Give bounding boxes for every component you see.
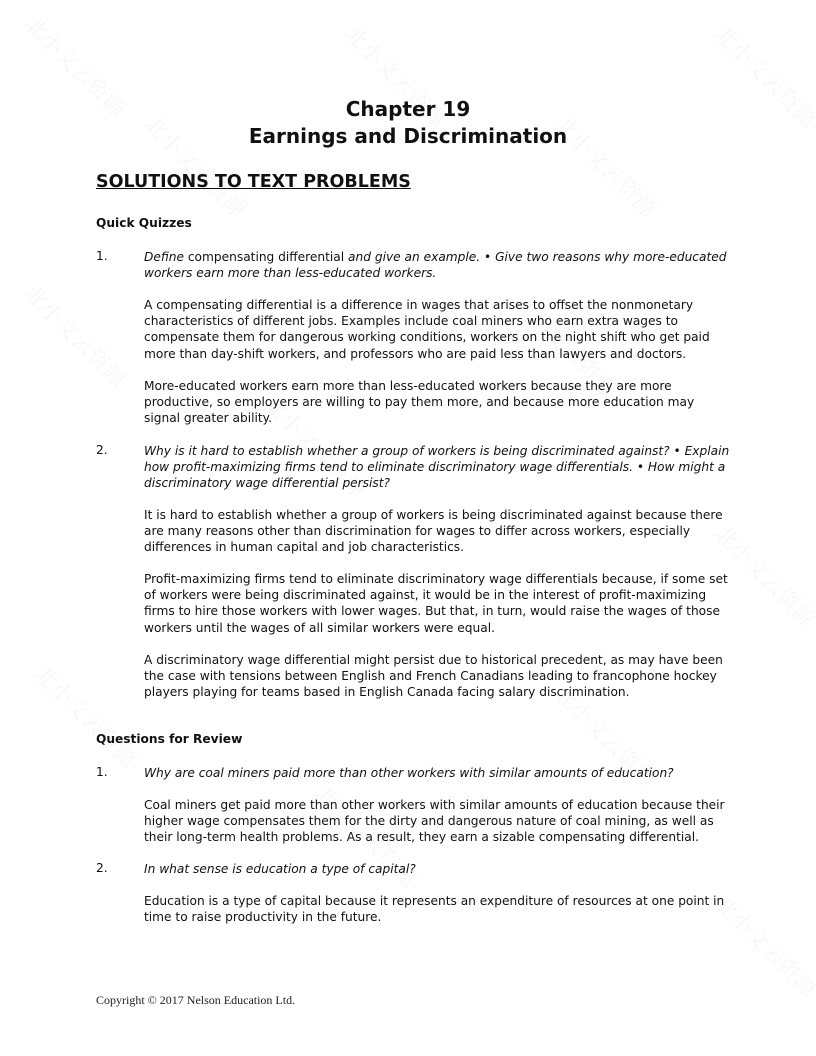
question-number: 2. bbox=[96, 861, 108, 875]
question-text: In what sense is education a type of capital? bbox=[144, 862, 416, 876]
chapter-title: Earnings and Discrimination bbox=[248, 124, 568, 148]
watermark bbox=[28, 658, 143, 773]
question-text bbox=[144, 249, 734, 281]
question-text: Why is it hard to establish whether a group of workers is being discriminated against? • Explain how profit-maximizing firms tend to eliminate discriminatory wage differentials. • How might a discriminatory wage differential persist? bbox=[144, 444, 730, 491]
section-title: SOLUTIONS TO TEXT PROBLEMS bbox=[96, 172, 411, 192]
question-text-segment: workers earn more than less-educated workers. bbox=[144, 266, 437, 281]
question-number: 1. bbox=[96, 765, 108, 779]
answer-paragraph: A discriminatory wage differential might persist due to historical precedent, as may have been the case with tensions between English and French Canadians leading to francophone hockey players playing for teams based in English Canada facing salary discrimination. bbox=[144, 653, 723, 700]
answer-paragraph: Coal miners get paid more than other workers with similar amounts of education because their higher wage compensates them for the dirty and dangerous nature of coal mining, as well as their long-term health problems. As a result, they earn a sizable compensating differential. bbox=[144, 798, 725, 845]
question-number: 2. bbox=[96, 443, 108, 457]
question-text-segment: and give an example. • Give two reasons why more-educated bbox=[348, 250, 727, 264]
question-text-segment: Define bbox=[144, 250, 184, 264]
question-text: Why are coal miners paid more than other workers with similar amounts of education? bbox=[144, 766, 674, 780]
copyright-footer: Copyright © 2017 Nelson Education Ltd. bbox=[96, 993, 296, 1007]
answer-paragraph: It is hard to establish whether a group of workers is being discriminated against because there are many reasons other than discrimination for wages to differ across workers, especially differences in human capital and job characteristics. bbox=[144, 508, 723, 555]
chapter-number: Chapter 19 bbox=[345, 97, 471, 121]
answer-paragraph: A compensating differential is a difference in wages that arises to offset the nonmonetary characteristics of different jobs. Examples include coal miners who earn extra wages to compensate them for dangerous working conditions, workers on the night shift who get paid more than day-shift workers, and professors who are paid less than lawyers and doctors. bbox=[144, 298, 710, 361]
question-text-segment: compensating differential bbox=[183, 250, 349, 264]
answer-paragraph: Education is a type of capital because it represents an expenditure of resources at one point in time to raise productivity in the future. bbox=[144, 894, 725, 925]
answer-paragraph: More-educated workers earn more than less-educated workers because they are more productive, so employers are willing to pay them more, and because more education may signal greater ability. bbox=[144, 379, 695, 426]
quick-quizzes-heading: Quick Quizzes bbox=[96, 216, 192, 230]
watermark bbox=[18, 278, 133, 393]
answer-paragraph: Profit-maximizing firms tend to eliminate discriminatory wage differentials because, if some set of workers were being discriminated against, it would be in the interest of profit-maximizing firms to hire those workers with lower wages. But that, in turn, would raise the wages of those workers until the wages of all similar workers were equal. bbox=[144, 572, 728, 635]
question-number: 1. bbox=[96, 249, 108, 263]
questions-for-review-heading: Questions for Review bbox=[96, 732, 243, 746]
